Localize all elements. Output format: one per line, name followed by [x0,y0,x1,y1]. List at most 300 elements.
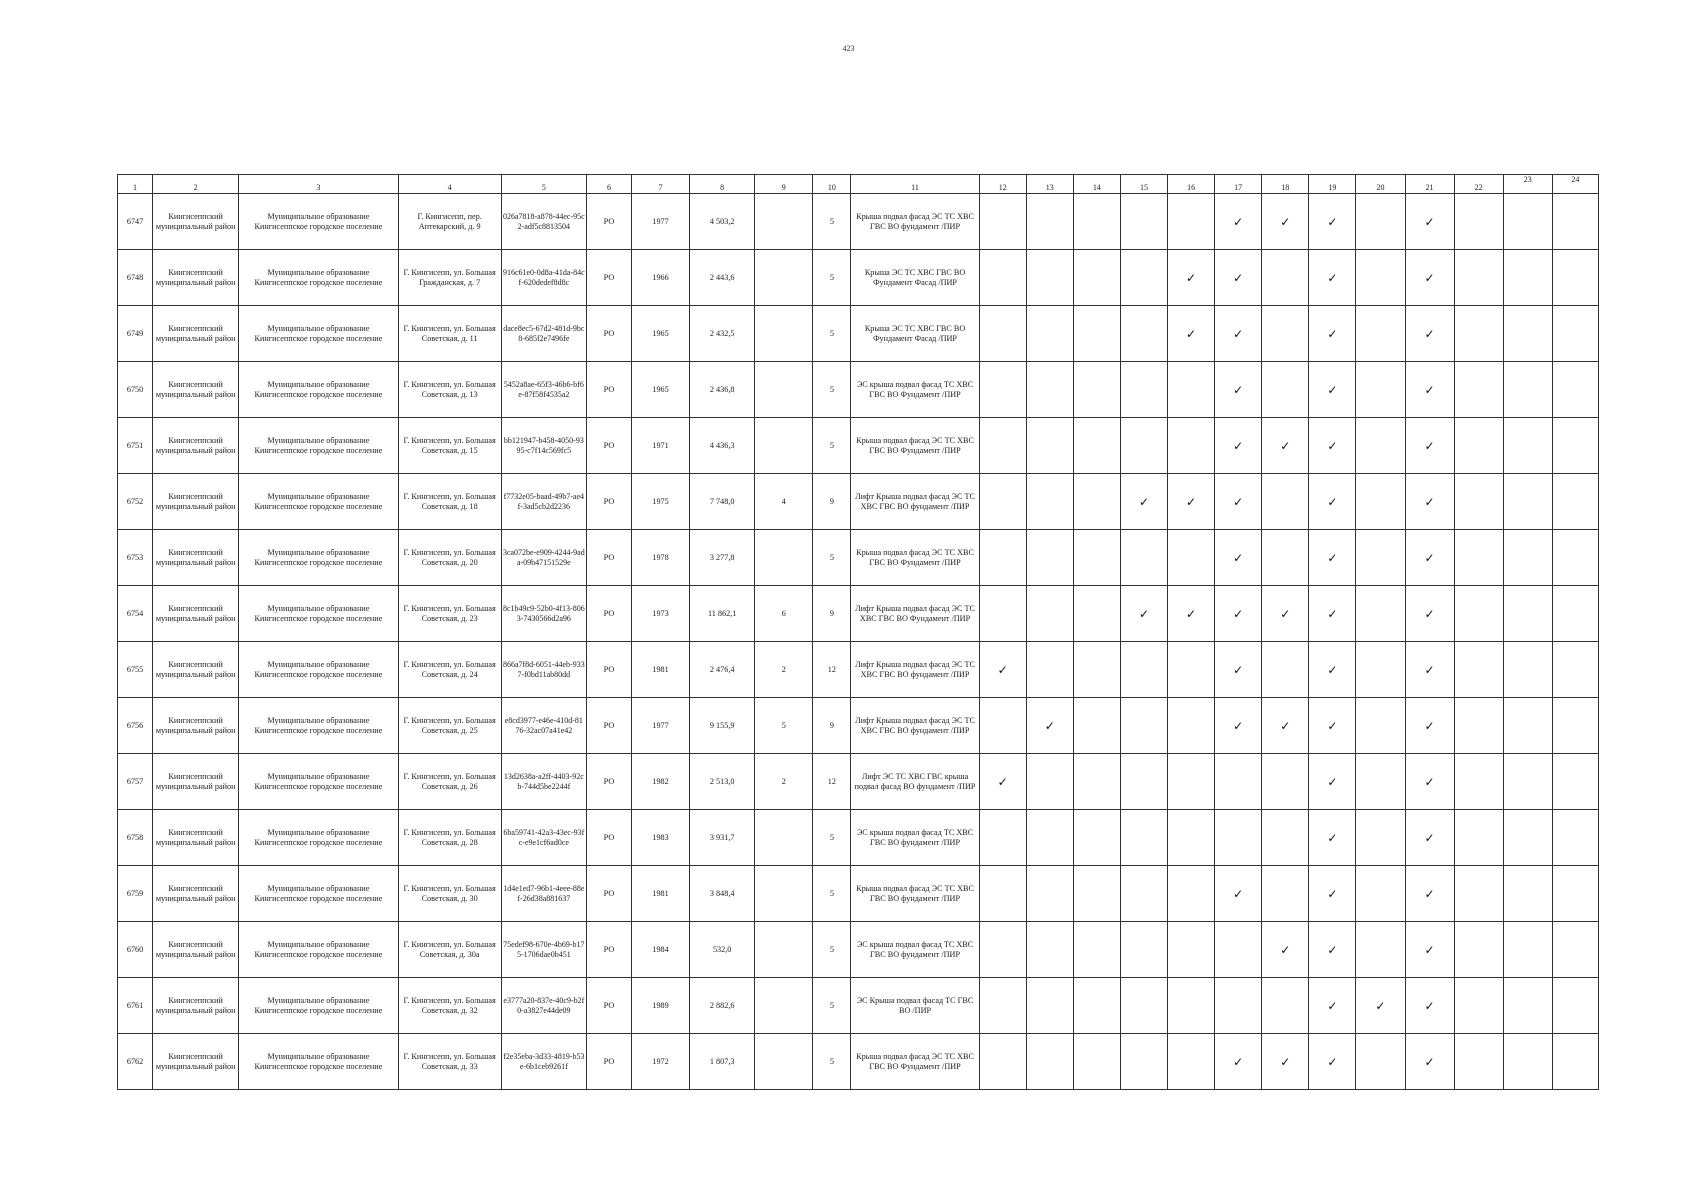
check-mark-icon: ✓ [1356,978,1405,1034]
municipality-cell: Муниципальное образование Кингисеппское городское поселение [239,194,398,250]
works-cell: ЭС Крыша подвал фасад ТС ГВС ВО /ПИР [851,978,979,1034]
org-cell: РО [586,978,631,1034]
empty-cell [1026,194,1073,250]
column-header-22: 22 [1454,175,1503,194]
empty-cell [1454,922,1503,978]
empty-cell [979,194,1026,250]
col10-cell: 9 [813,698,851,754]
empty-cell [1026,306,1073,362]
guid-cell: 3ca072be-e909-4244-9ada-09b47151529e [501,530,586,586]
empty-cell [1073,922,1120,978]
empty-cell [1120,1034,1167,1090]
address-cell: Г. Кингисепп, ул. Большая Советская, д. 11 [398,306,501,362]
check-mark-icon: ✓ [1215,530,1262,586]
empty-cell [979,418,1026,474]
check-mark-icon: ✓ [1168,306,1215,362]
empty-cell [979,362,1026,418]
works-cell: Крыша ЭС ТС ХВС ГВС ВО Фундамент Фасад /ПИР [851,250,979,306]
empty-cell [1503,866,1552,922]
check-mark-icon: ✓ [1309,474,1356,530]
org-cell: РО [586,194,631,250]
empty-cell [1026,978,1073,1034]
empty-cell [1026,810,1073,866]
table-row [118,306,1599,362]
col10-cell: 9 [813,586,851,642]
district-cell: Кингисеппский муниципальный район [153,362,239,418]
empty-cell [1120,642,1167,698]
org-cell: РО [586,362,631,418]
empty-cell [1026,754,1073,810]
empty-cell [1026,866,1073,922]
empty-cell [1503,306,1552,362]
empty-cell [1168,642,1215,698]
empty-cell [1552,530,1598,586]
row-id-cell: 6757 [118,754,153,810]
column-header-19: 19 [1309,175,1356,194]
district-cell: Кингисеппский муниципальный район [153,922,239,978]
municipality-cell: Муниципальное образование Кингисеппское городское поселение [239,978,398,1034]
check-mark-icon: ✓ [1309,642,1356,698]
empty-cell [1454,530,1503,586]
check-mark-icon: ✓ [1405,250,1454,306]
guid-cell: e3777a20-837e-40c9-b2f0-a3827e44de09 [501,978,586,1034]
empty-cell [1262,810,1309,866]
col10-cell: 5 [813,194,851,250]
empty-cell [1026,1034,1073,1090]
empty-cell [1552,642,1598,698]
municipality-cell: Муниципальное образование Кингисеппское городское поселение [239,306,398,362]
address-cell: Г. Кингисепп, ул. Большая Советская, д. 24 [398,642,501,698]
table-row [118,362,1599,418]
column-header-1: 1 [118,175,153,194]
col10-cell: 5 [813,362,851,418]
empty-cell [1454,1034,1503,1090]
column-header-7: 7 [632,175,690,194]
empty-cell [1552,978,1598,1034]
column-header-4: 4 [398,175,501,194]
empty-cell [1552,250,1598,306]
empty-cell [1026,474,1073,530]
empty-cell [1552,194,1598,250]
district-cell: Кингисеппский муниципальный район [153,978,239,1034]
empty-cell [1356,754,1405,810]
check-mark-icon: ✓ [1309,194,1356,250]
empty-cell [1168,1034,1215,1090]
check-mark-icon: ✓ [1120,586,1167,642]
address-cell: Г. Кингисепп, ул. Большая Советская, д. 20 [398,530,501,586]
row-id-cell: 6760 [118,922,153,978]
district-cell: Кингисеппский муниципальный район [153,306,239,362]
column-header-20: 20 [1356,175,1405,194]
empty-cell [1026,418,1073,474]
col9-cell [755,418,813,474]
empty-cell [1356,194,1405,250]
empty-cell [1026,362,1073,418]
year-cell: 1975 [632,474,690,530]
empty-cell [1552,754,1598,810]
empty-cell [1503,754,1552,810]
check-mark-icon: ✓ [1405,586,1454,642]
check-mark-icon: ✓ [1215,362,1262,418]
works-cell: ЭС крыша подвал фасад ТС ХВС ГВС ВО фундамент /ПИР [851,810,979,866]
empty-cell [1120,530,1167,586]
address-cell: Г. Кингисепп, ул. Большая Советская, д. 32 [398,978,501,1034]
district-cell: Кингисеппский муниципальный район [153,418,239,474]
check-mark-icon: ✓ [1262,922,1309,978]
org-cell: РО [586,418,631,474]
check-mark-icon: ✓ [1405,530,1454,586]
district-cell: Кингисеппский муниципальный район [153,474,239,530]
empty-cell [1120,698,1167,754]
table-row [118,698,1599,754]
empty-cell [1073,194,1120,250]
empty-cell [1262,754,1309,810]
col9-cell [755,866,813,922]
municipality-cell: Муниципальное образование Кингисеппское городское поселение [239,418,398,474]
col10-cell: 12 [813,754,851,810]
empty-cell [1356,866,1405,922]
empty-cell [979,250,1026,306]
col9-cell [755,530,813,586]
table-row [118,642,1599,698]
col9-cell [755,922,813,978]
guid-cell: f7732e05-baad-49b7-ae4f-3ad5cb2d2236 [501,474,586,530]
empty-cell [1503,698,1552,754]
empty-cell [979,978,1026,1034]
empty-cell [1454,306,1503,362]
works-cell: Лифт Крыша подвал фасад ЭС ТС ХВС ГВС ВО фундамент /ПИР [851,642,979,698]
empty-cell [1552,474,1598,530]
row-id-cell: 6754 [118,586,153,642]
check-mark-icon: ✓ [1215,418,1262,474]
guid-cell: 866a7f8d-6051-44eb-9337-f0bd11ab80dd [501,642,586,698]
empty-cell [1552,810,1598,866]
address-cell: Г. Кингисепп, ул. Большая Гражданская, д. 7 [398,250,501,306]
empty-cell [1503,362,1552,418]
address-cell: Г. Кингисепп, ул. Большая Советская, д. 13 [398,362,501,418]
check-mark-icon: ✓ [1215,1034,1262,1090]
empty-cell [979,474,1026,530]
district-cell: Кингисеппский муниципальный район [153,810,239,866]
empty-cell [1503,250,1552,306]
registry-table [117,174,1599,1090]
page-number: 423 [842,44,855,53]
empty-cell [1073,250,1120,306]
row-id-cell: 6747 [118,194,153,250]
col9-cell [755,1034,813,1090]
empty-cell [1073,474,1120,530]
check-mark-icon: ✓ [1262,194,1309,250]
year-cell: 1989 [632,978,690,1034]
col9-cell [755,978,813,1034]
empty-cell [1356,530,1405,586]
year-cell: 1984 [632,922,690,978]
column-header-23: 23 [1503,175,1552,194]
year-cell: 1972 [632,1034,690,1090]
empty-cell [1120,922,1167,978]
check-mark-icon: ✓ [1405,642,1454,698]
check-mark-icon: ✓ [1215,698,1262,754]
column-header-17: 17 [1215,175,1262,194]
year-cell: 1971 [632,418,690,474]
check-mark-icon: ✓ [979,754,1026,810]
org-cell: РО [586,586,631,642]
empty-cell [979,306,1026,362]
guid-cell: 5452a8ae-65f3-46b6-bf6e-87f58f4535a2 [501,362,586,418]
empty-cell [1073,418,1120,474]
area-cell: 3 848,4 [690,866,755,922]
area-cell: 532,0 [690,922,755,978]
row-id-cell: 6756 [118,698,153,754]
empty-cell [1262,362,1309,418]
empty-cell [1356,698,1405,754]
col10-cell: 5 [813,418,851,474]
area-cell: 7 748,0 [690,474,755,530]
empty-cell [1454,866,1503,922]
table-row [118,250,1599,306]
empty-cell [1120,362,1167,418]
col10-cell: 5 [813,978,851,1034]
empty-cell [1454,754,1503,810]
year-cell: 1977 [632,194,690,250]
table-row [118,922,1599,978]
works-cell: ЭС крыша подвал фасад ТС ХВС ГВС ВО Фундамент /ПИР [851,362,979,418]
check-mark-icon: ✓ [1262,698,1309,754]
empty-cell [1168,978,1215,1034]
col10-cell: 5 [813,866,851,922]
municipality-cell: Муниципальное образование Кингисеппское городское поселение [239,642,398,698]
guid-cell: 8c1b49c9-52b0-4f13-8063-7430566d2a96 [501,586,586,642]
org-cell: РО [586,1034,631,1090]
municipality-cell: Муниципальное образование Кингисеппское городское поселение [239,250,398,306]
empty-cell [1168,418,1215,474]
col10-cell: 5 [813,306,851,362]
column-header-14: 14 [1073,175,1120,194]
empty-cell [1356,418,1405,474]
empty-cell [1262,978,1309,1034]
col9-cell [755,306,813,362]
table-row [118,194,1599,250]
empty-cell [1120,810,1167,866]
row-id-cell: 6761 [118,978,153,1034]
empty-cell [1120,194,1167,250]
empty-cell [1073,530,1120,586]
guid-cell: bb121947-b458-4050-9395-c7f14c569fc5 [501,418,586,474]
column-header-2: 2 [153,175,239,194]
empty-cell [979,1034,1026,1090]
check-mark-icon: ✓ [1405,1034,1454,1090]
row-id-cell: 6755 [118,642,153,698]
empty-cell [1168,754,1215,810]
empty-cell [1503,1034,1552,1090]
empty-cell [1454,418,1503,474]
col9-cell: 5 [755,698,813,754]
col9-cell [755,810,813,866]
year-cell: 1981 [632,642,690,698]
empty-cell [1454,474,1503,530]
district-cell: Кингисеппский муниципальный район [153,698,239,754]
empty-cell [1073,866,1120,922]
empty-cell [1262,474,1309,530]
guid-cell: dace8ec5-67d2-481d-9bc8-685f2e7496fe [501,306,586,362]
column-header-3: 3 [239,175,398,194]
area-cell: 3 277,8 [690,530,755,586]
empty-cell [1552,586,1598,642]
check-mark-icon: ✓ [1168,250,1215,306]
municipality-cell: Муниципальное образование Кингисеппское городское поселение [239,362,398,418]
col9-cell: 2 [755,754,813,810]
column-header-16: 16 [1168,175,1215,194]
empty-cell [1073,698,1120,754]
district-cell: Кингисеппский муниципальный район [153,642,239,698]
empty-cell [1262,306,1309,362]
works-cell: Крыша подвал фасад ЭС ТС ХВС ГВС ВО Фундамент /ПИР [851,530,979,586]
check-mark-icon: ✓ [1120,474,1167,530]
column-header-24: 24 [1552,175,1598,194]
row-id-cell: 6750 [118,362,153,418]
guid-cell: 6ba59741-42a3-43ec-93fc-e9e1cf6ad0ce [501,810,586,866]
year-cell: 1983 [632,810,690,866]
org-cell: РО [586,754,631,810]
area-cell: 3 931,7 [690,810,755,866]
col10-cell: 5 [813,530,851,586]
empty-cell [1215,754,1262,810]
empty-cell [1073,754,1120,810]
check-mark-icon: ✓ [1168,474,1215,530]
check-mark-icon: ✓ [1309,866,1356,922]
check-mark-icon: ✓ [1309,586,1356,642]
empty-cell [1073,586,1120,642]
table-row [118,810,1599,866]
works-cell: Крыша подвал фасад ЭС ТС ХВС ГВС ВО фундамент /ПИР [851,866,979,922]
area-cell: 1 807,3 [690,1034,755,1090]
empty-cell [1503,810,1552,866]
col9-cell [755,250,813,306]
row-id-cell: 6749 [118,306,153,362]
col10-cell: 5 [813,1034,851,1090]
empty-cell [1073,362,1120,418]
check-mark-icon: ✓ [1309,754,1356,810]
address-cell: Г. Кингисепп, ул. Большая Советская, д. 28 [398,810,501,866]
empty-cell [1454,362,1503,418]
row-id-cell: 6752 [118,474,153,530]
district-cell: Кингисеппский муниципальный район [153,754,239,810]
table-body [118,194,1599,1090]
org-cell: РО [586,698,631,754]
empty-cell [1168,194,1215,250]
empty-cell [1073,978,1120,1034]
empty-cell [1073,642,1120,698]
address-cell: Г. Кингисепп, пер. Аптекарский, д. 9 [398,194,501,250]
address-cell: Г. Кингисепп, ул. Большая Советская, д. 15 [398,418,501,474]
table-row [118,530,1599,586]
check-mark-icon: ✓ [1405,866,1454,922]
org-cell: РО [586,810,631,866]
empty-cell [1215,922,1262,978]
check-mark-icon: ✓ [1405,698,1454,754]
empty-cell [1356,1034,1405,1090]
empty-cell [979,866,1026,922]
works-cell: Лифт Крыша подвал фасад ЭС ТС ХВС ГВС ВО фундамент /ПИР [851,474,979,530]
col10-cell: 5 [813,250,851,306]
check-mark-icon: ✓ [1168,586,1215,642]
column-header-13: 13 [1026,175,1073,194]
year-cell: 1966 [632,250,690,306]
year-cell: 1965 [632,306,690,362]
empty-cell [1356,810,1405,866]
col10-cell: 9 [813,474,851,530]
empty-cell [979,698,1026,754]
empty-cell [1503,978,1552,1034]
empty-cell [1356,586,1405,642]
year-cell: 1981 [632,866,690,922]
area-cell: 11 862,1 [690,586,755,642]
col9-cell: 2 [755,642,813,698]
empty-cell [1120,978,1167,1034]
municipality-cell: Муниципальное образование Кингисеппское городское поселение [239,698,398,754]
row-id-cell: 6759 [118,866,153,922]
check-mark-icon: ✓ [1215,474,1262,530]
empty-cell [1503,642,1552,698]
empty-cell [1168,866,1215,922]
empty-cell [1168,810,1215,866]
empty-cell [1168,362,1215,418]
empty-cell [1168,698,1215,754]
empty-cell [1552,922,1598,978]
col10-cell: 5 [813,810,851,866]
empty-cell [1356,474,1405,530]
org-cell: РО [586,306,631,362]
area-cell: 4 503,2 [690,194,755,250]
check-mark-icon: ✓ [1215,194,1262,250]
area-cell: 2 476,4 [690,642,755,698]
check-mark-icon: ✓ [1215,866,1262,922]
area-cell: 2 432,5 [690,306,755,362]
empty-cell [1073,1034,1120,1090]
works-cell: ЭС крыша подвал фасад ТС ХВС ГВС ВО фундамент /ПИР [851,922,979,978]
empty-cell [1215,978,1262,1034]
empty-cell [979,586,1026,642]
org-cell: РО [586,866,631,922]
district-cell: Кингисеппский муниципальный район [153,866,239,922]
column-header-6: 6 [586,175,631,194]
org-cell: РО [586,922,631,978]
empty-cell [1026,530,1073,586]
works-cell: Лифт Крыша подвал фасад ЭС ТС ХВС ГВС ВО фундамент /ПИР [851,698,979,754]
empty-cell [1454,250,1503,306]
check-mark-icon: ✓ [1405,418,1454,474]
col9-cell: 6 [755,586,813,642]
check-mark-icon: ✓ [1215,586,1262,642]
check-mark-icon: ✓ [1262,418,1309,474]
check-mark-icon: ✓ [1309,698,1356,754]
check-mark-icon: ✓ [1405,922,1454,978]
area-cell: 2 436,8 [690,362,755,418]
municipality-cell: Муниципальное образование Кингисеппское городское поселение [239,810,398,866]
area-cell: 4 436,3 [690,418,755,474]
table-row [118,474,1599,530]
address-cell: Г. Кингисепп, ул. Большая Советская, д. 18 [398,474,501,530]
works-cell: Крыша ЭС ТС ХВС ГВС ВО Фундамент Фасад /ПИР [851,306,979,362]
empty-cell [1454,810,1503,866]
address-cell: Г. Кингисепп, ул. Большая Советская, д. 25 [398,698,501,754]
year-cell: 1973 [632,586,690,642]
check-mark-icon: ✓ [1026,698,1073,754]
area-cell: 2 513,0 [690,754,755,810]
check-mark-icon: ✓ [1215,642,1262,698]
works-cell: Лифт ЭС ТС ХВС ГВС крыша подвал фасад ВО фундамент /ПИР [851,754,979,810]
address-cell: Г. Кингисепп, ул. Большая Советская, д. 30а [398,922,501,978]
